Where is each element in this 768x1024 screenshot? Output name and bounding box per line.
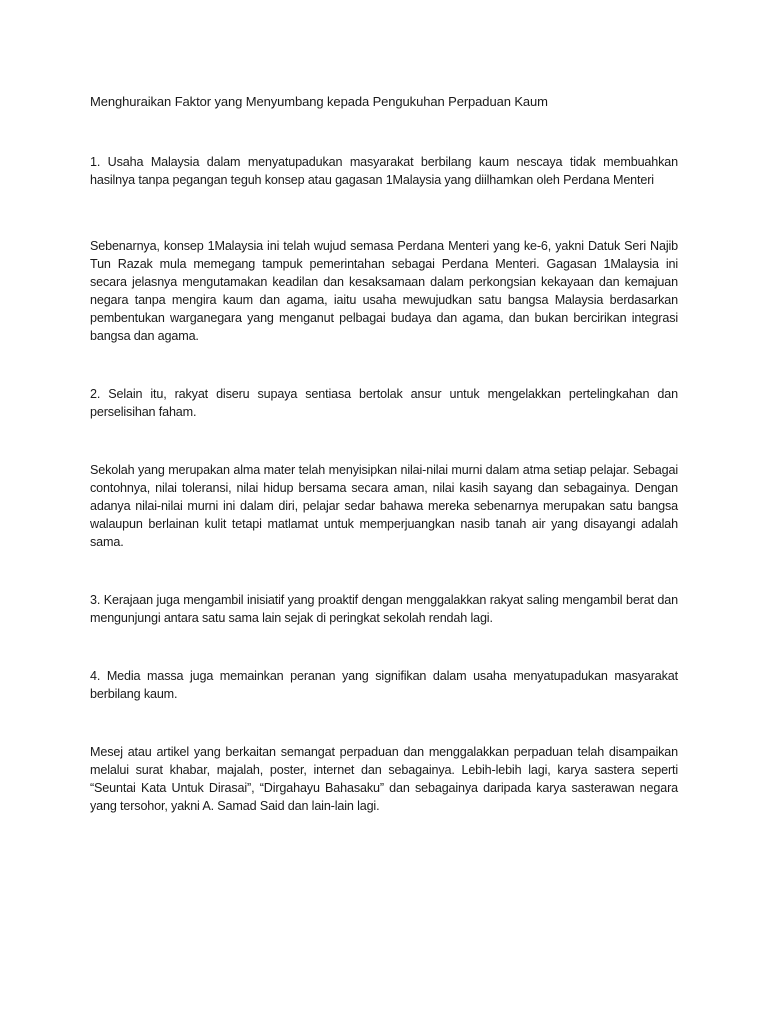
paragraph-1: 1. Usaha Malaysia dalam menyatupadukan masyarakat berbilang kaum nescaya tidak membuahkan hasilnya tanpa pegangan teguh konsep atau gagasan 1Malaysia yang diilhamkan oleh Perdana Menteri: [90, 155, 678, 187]
document-title: Menghuraikan Faktor yang Menyumbang kepada Pengukuhan Perpaduan Kaum: [90, 94, 548, 109]
paragraph-6: 4. Media massa juga memainkan peranan yang signifikan dalam usaha menyatupadukan masyarakat berbilang kaum.: [90, 669, 678, 701]
document-page: [90, 93, 678, 855]
paragraph-3: 2. Selain itu, rakyat diseru supaya sentiasa bertolak ansur untuk mengelakkan pertelingkahan dan perselisihan faham.: [90, 387, 678, 419]
paragraph-4: Sekolah yang merupakan alma mater telah menyisipkan nilai-nilai murni dalam atma setiap pelajar. Sebagai contohnya, nilai toleransi, nilai hidup bersama secara aman, nilai kasih sayang dan sebagainya. Dengan adanya nilai-nilai murni ini dalam diri, pelajar sedar bahawa mereka sebenarnya merupakan satu bangsa walaupun berlainan kulit tetapi matlamat untuk memperjuangkan nasib tanah air yang disayangi adalah sama.: [90, 463, 678, 549]
paragraph-2: Sebenarnya, konsep 1Malaysia ini telah wujud semasa Perdana Menteri yang ke-6, yakni Datuk Seri Najib Tun Razak mula memegang tampuk pemerintahan sebagai Perdana Menteri. Gagasan 1Malaysia ini secara jelasnya mengutamakan keadilan dan kesaksamaan dalam perkongsian kekayaan dan kemajuan negara tanpa mengira kaum dan agama, iaitu usaha mewujudkan satu bangsa Malaysia berdasarkan pembentukan warganegara yang menganut pelbagai budaya dan agama, dan bukan bercirikan integrasi bangsa dan agama.: [90, 239, 678, 343]
paragraph-5: 3. Kerajaan juga mengambil inisiatif yang proaktif dengan menggalakkan rakyat saling mengambil berat dan mengunjungi antara satu sama lain sejak di peringkat sekolah rendah lagi.: [90, 593, 678, 625]
paragraph-7: Mesej atau artikel yang berkaitan semangat perpaduan dan menggalakkan perpaduan telah disampaikan melalui surat khabar, majalah, poster, internet dan sebagainya. Lebih-lebih lagi, karya sastera seperti “Seuntai Kata Untuk Dirasai”, “Dirgahayu Bahasaku” dan sebagainya daripada karya sasterawan negara yang tersohor, yakni A. Samad Said dan lain-lain lagi.: [90, 745, 678, 813]
